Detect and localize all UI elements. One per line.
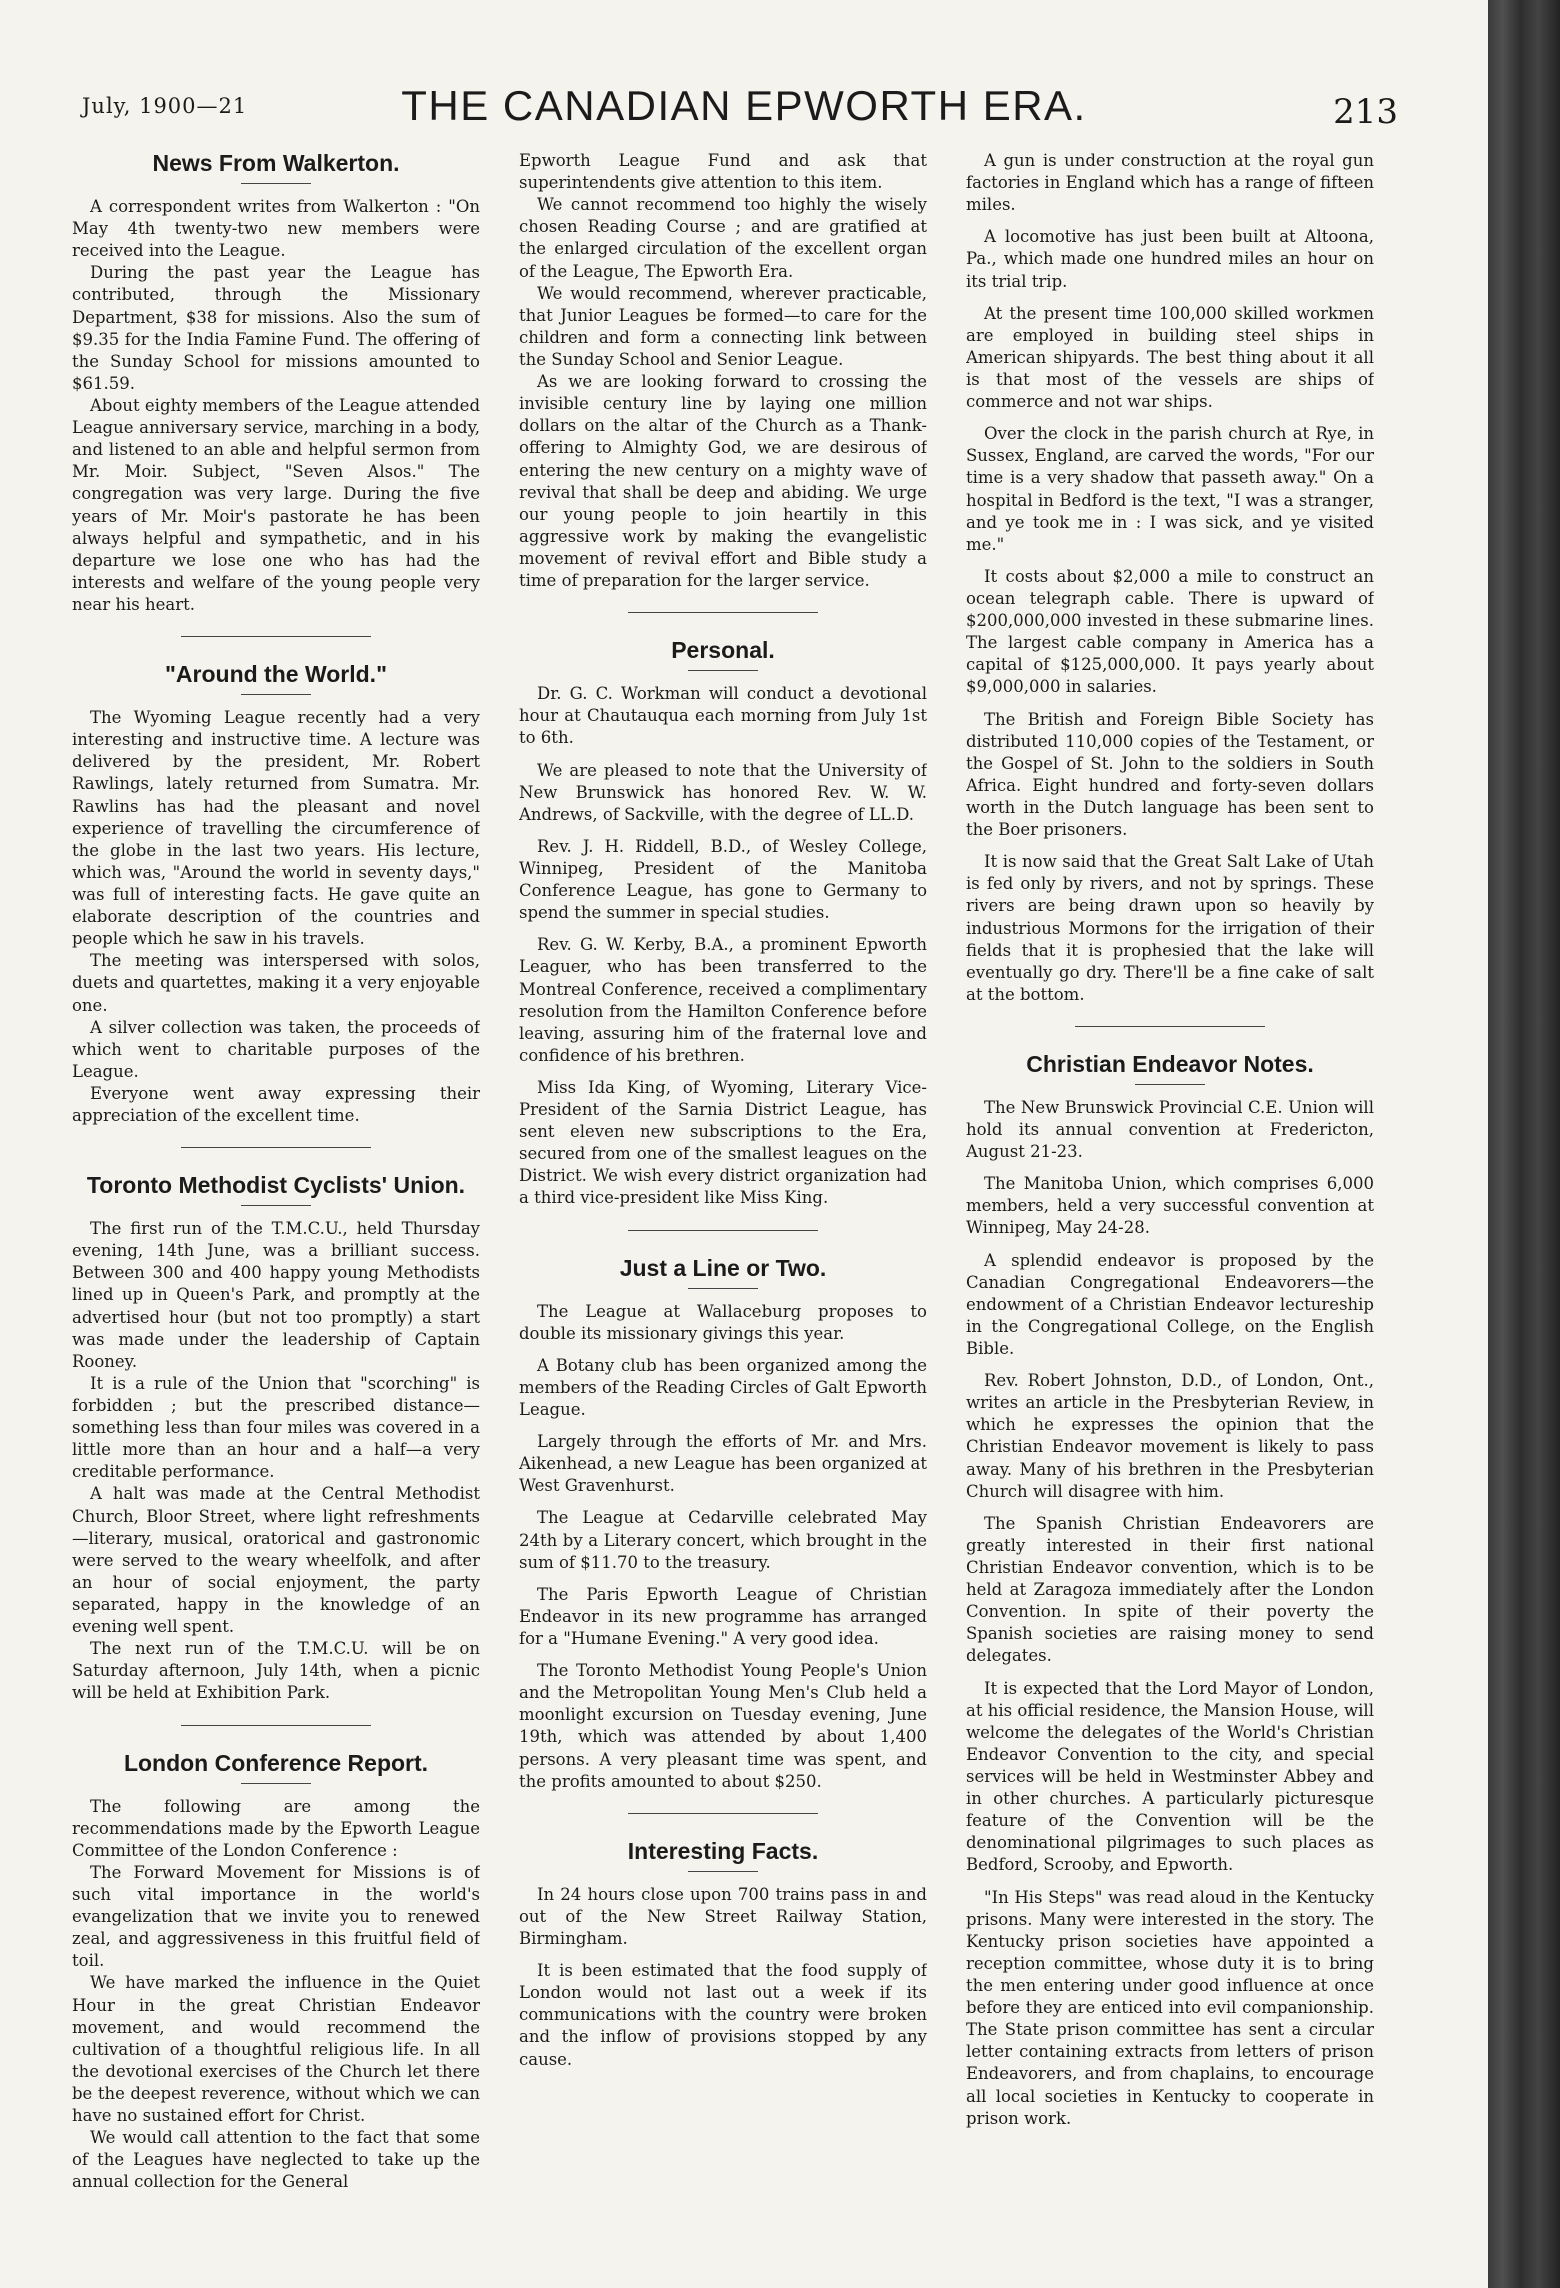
section-separator	[628, 612, 818, 613]
paragraph: The League at Wallaceburg proposes to double its missionary givings this year.	[519, 1301, 927, 1343]
paragraph: We have marked the influence in the Quiet Hour in the great Christian Endeavor movement, and would recommend the cultivation of a thoughtful religious life. In all the devotional exercises of the Church let there be the deepest reverence, without which we can have no sustained effort for Christ.	[72, 1973, 480, 2126]
paragraph: We are pleased to note that the University of New Brunswick has honored Rev. W. W. Andrews, of Sackville, with the degree of LL.D.	[519, 760, 927, 824]
column-1	[72, 150, 480, 2250]
paragraph: Dr. G. C. Workman will conduct a devotional hour at Chautauqua each morning from July 1st to 6th.	[519, 684, 927, 748]
paragraph: A gun is under construction at the royal gun factories in England which has a range of fifteen miles.	[966, 151, 1374, 215]
article-title-interesting-facts: Interesting Facts.	[627, 1837, 819, 1864]
paragraph: Miss Ida King, of Wyoming, Literary Vice-President of the Sarnia District League, has sent eleven new subscriptions to the Era, secured from one of the smallest leagues on the District. We wish every district organization had a third vice-president like Miss King.	[519, 1077, 927, 1208]
article-title-around-the-world: "Around the World."	[165, 661, 387, 688]
issue-date: July, 1900—21	[82, 94, 248, 118]
paragraph: It is now said that the Great Salt Lake of Utah is fed only by rivers, and not by springs. These rivers are being drawn upon so heavily by industrious Mormons for the irrigation of their fields that it is prophesied that the lake will eventually go dry. There'll be a fine cake of salt at the bottom.	[966, 852, 1374, 1004]
title-rule	[688, 670, 758, 671]
title-rule	[241, 1205, 311, 1206]
paragraph: A correspondent writes from Walkerton : "On May 4th twenty-two new members were received into the League.	[72, 197, 480, 261]
paragraph: It is a rule of the Union that "scorching" is forbidden ; but the prescribed distance—something less than four miles was covered in a little more than an hour and a half—a very creditable performance.	[72, 1373, 480, 1482]
paragraph: The following are among the recommendations made by the Epworth League Committee of the London Conference :	[72, 1796, 480, 1860]
paragraph: Rev. J. H. Riddell, B.D., of Wesley College, Winnipeg, President of the Manitoba Conference League, has gone to Germany to spend the summer in special studies.	[519, 836, 927, 923]
paragraph: Epworth League Fund and ask that superintendents give attention to this item.	[519, 151, 927, 193]
paragraph: Over the clock in the parish church at Rye, in Sussex, England, are carved the words, "For our time is a very shadow that passeth away." On a hospital in Bedford is the text, "I was a stranger, and ye took me in : I was sick, and ye visited me."	[966, 424, 1374, 554]
paragraph: It costs about $2,000 a mile to construct an ocean telegraph cable. There is upward of $200,000,000 invested in these submarine lines. The largest cable company in America has a capital of $125,000,000. It pays yearly about $9,000,000 in salaries.	[966, 566, 1374, 697]
paragraph: A silver collection was taken, the proceeds of which went to charitable purposes of the League.	[72, 1017, 480, 1081]
article-title-london-conference: London Conference Report.	[123, 1749, 429, 1776]
title-rule	[241, 694, 311, 695]
title-rule	[688, 1288, 758, 1289]
paragraph: About eighty members of the League attended League anniversary service, marching in a body, and listened to an able and helpful sermon from Mr. Moir. Subject, "Seven Alsos." The congregation was very large. During the five years of Mr. Moir's pastorate he has been always helpful and sympathetic, and in his departure we lose one who has had the interests and welfare of the young people very near his heart.	[72, 395, 480, 614]
section-separator	[1075, 1026, 1265, 1027]
section-separator	[628, 1813, 818, 1814]
paragraph: We would call attention to the fact that some of the Leagues have neglected to take up the annual collection for the General	[72, 2128, 480, 2192]
page-header	[0, 82, 1488, 142]
section-separator	[628, 1230, 818, 1231]
paragraph: It is been estimated that the food supply of London would not last out a week if its communications with the country were broken and the inflow of provisions stopped by any cause.	[519, 1961, 927, 2069]
paragraph: The next run of the T.M.C.U. will be on Saturday afternoon, July 14th, when a picnic will be held at Exhibition Park.	[72, 1639, 480, 1703]
section-separator	[181, 636, 371, 637]
paragraph: The British and Foreign Bible Society has distributed 110,000 copies of the Testament, or the Gospel of St. John to the soldiers in South Africa. Eight hundred and forty-seven dollars worth in the Dutch language has been sent to the Boer prisoners.	[966, 709, 1374, 840]
article-title-walkerton: News From Walkerton.	[152, 150, 400, 176]
section-separator	[181, 1725, 371, 1726]
article-title-christian-endeavor: Christian Endeavor Notes.	[1026, 1050, 1314, 1077]
paragraph: The Forward Movement for Missions is of such vital importance in the world's evangelization that we invite you to renewed zeal, and aggressiveness in this fruitful field of toil.	[72, 1862, 480, 1971]
paragraph: Everyone went away expressing their appreciation of the excellent time.	[72, 1083, 480, 1126]
section-separator	[181, 1147, 371, 1148]
paragraph: We would recommend, wherever practicable, that Junior Leagues be formed—to care for the children and form a connecting link between the Sunday School and Senior League.	[519, 283, 927, 369]
paragraph: A splendid endeavor is proposed by the Canadian Congregational Endeavorers—the endowment of a Christian Endeavor lectureship in the Congregational College, on the English Bible.	[966, 1250, 1374, 1359]
paragraph: "In His Steps" was read aloud in the Kentucky prisons. Many were interested in the story. The Kentucky prison societies have appointed a reception committee, whose duty it is to bring the men entering under good influence at once before they are enticed into evil companionship. The State prison committee has sent a circular letter containing extracts from letters of prison Endeavorers, and from chaplains, to encourage all local societies in Kentucky to cooperate in prison work.	[966, 1887, 1374, 2128]
article-title-just-a-line: Just a Line or Two.	[619, 1254, 827, 1281]
journal-title: THE CANADIAN EPWORTH ERA.	[401, 82, 1087, 129]
title-rule	[1135, 1084, 1205, 1085]
paragraph: During the past year the League has contributed, through the Missionary Department, $38 for missions. Also the sum of $9.35 for the India Famine Fund. The offering of the Sunday School for missions amounted to $61.59.	[72, 263, 480, 393]
article-title-cyclists-union: Toronto Methodist Cyclists' Union.	[86, 1172, 466, 1199]
paragraph: The Wyoming League recently had a very interesting and instructive time. A lecture was delivered by the president, Mr. Robert Rawlings, lately returned from Sumatra. Mr. Rawlins has had the pleasant and novel experience of travelling the circumference of the globe in the last two years. His lecture, which was, "Around the world in seventy days," was full of interesting facts. He gave quite an elaborate description of the countries and people which he saw in his travels.	[72, 708, 480, 949]
paragraph: The meeting was interspersed with solos, duets and quartettes, making it a very enjoyable one.	[72, 951, 480, 1015]
column-2	[519, 150, 927, 2250]
paragraph: Rev. Robert Johnston, D.D., of London, Ont., writes an article in the Presbyterian Review, in which he expresses the opinion that the Christian Endeavor movement is likely to pass away. Many of his brethren in the Presbyterian Church will disagree with him.	[966, 1371, 1374, 1501]
paragraph: The Manitoba Union, which comprises 6,000 members, held a very successful convention at Winnipeg, May 24-28.	[966, 1174, 1374, 1238]
paragraph: The New Brunswick Provincial C.E. Union will hold its annual convention at Fredericton, August 21-23.	[966, 1097, 1374, 1162]
paragraph: It is expected that the Lord Mayor of London, at his official residence, the Mansion House, will welcome the delegates of the World's Christian Endeavor Convention to the city, and special services will be held in Westminster Abbey and in other churches. A particularly picturesque feature of the Convention will be the denominational pilgrimages to such places as Bedford, Scrooby, and Epworth.	[966, 1678, 1374, 1875]
paragraph: As we are looking forward to crossing the invisible century line by laying one million dollars on the altar of the Church as a Thank-offering to Almighty God, we are desirous of entering the new century on a mighty wave of revival that shall be deep and abiding. We urge our young people to join heartily in this aggressive work by making the evangelistic movement of revival effort and Bible study a time of preparation for the larger service.	[519, 372, 927, 591]
paragraph: Rev. G. W. Kerby, B.A., a prominent Epworth Leaguer, who has been transferred to the Montreal Conference, received a complimentary resolution from the Hamilton Conference before leaving, assuring him of the fraternal love and confidence of his brethren.	[519, 935, 927, 1065]
paragraph: A halt was made at the Central Methodist Church, Bloor Street, where light refreshments—literary, musical, oratorical and gastronomic were served to the weary wheelfolk, and after an hour of social enjoyment, the party separated, happy in the knowledge of an evening well spent.	[72, 1484, 480, 1637]
paragraph: The Spanish Christian Endeavorers are greatly interested in their first national Christian Endeavor convention, which is to be held at Zaragoza immediately after the London Convention. In spite of their poverty the Spanish societies are raising money to send delegates.	[966, 1513, 1374, 1666]
paragraph: At the present time 100,000 skilled workmen are employed in building steel ships in American shipyards. The best thing about it all is that most of the vessels are ships of commerce and not war ships.	[966, 303, 1374, 412]
title-rule	[241, 183, 311, 184]
paragraph: A Botany club has been organized among the members of the Reading Circles of Galt Epworth League.	[519, 1355, 927, 1420]
paragraph: We cannot recommend too highly the wisely chosen Reading Course ; and are gratified at the enlarged circulation of the excellent organ of the League, The Epworth Era.	[519, 195, 927, 281]
paragraph: A locomotive has just been built at Altoona, Pa., which made one hundred miles an hour on its trial trip.	[966, 227, 1374, 291]
title-rule	[241, 1783, 311, 1784]
book-spine	[1488, 0, 1560, 2288]
paragraph: The Paris Epworth League of Christian Endeavor in its new programme has arranged for a "Humane Evening." A very good idea.	[519, 1584, 927, 1649]
article-title-personal: Personal.	[671, 637, 775, 664]
title-rule	[688, 1871, 758, 1872]
paragraph: In 24 hours close upon 700 trains pass in and out of the New Street Railway Station, Birmingham.	[519, 1884, 927, 1948]
page-number: 213	[1333, 92, 1398, 132]
paragraph: The Toronto Methodist Young People's Union and the Metropolitan Young Men's Club held a moonlight excursion on Tuesday evening, June 19th, which was attended by about 1,400 persons. A very pleasant time was spent, and the profits amounted to about $250.	[519, 1661, 927, 1791]
paragraph: Largely through the efforts of Mr. and Mrs. Aikenhead, a new League has been organized at West Gravenhurst.	[519, 1432, 927, 1496]
paragraph: The first run of the T.M.C.U., held Thursday evening, 14th June, was a brilliant success. Between 300 and 400 happy young Methodists lined up in Queen's Park, and promptly at the advertised hour (but not too promptly) a start was made under the leadership of Captain Rooney.	[72, 1219, 480, 1371]
column-3	[966, 150, 1374, 2250]
paragraph: The League at Cedarville celebrated May 24th by a Literary concert, which brought in the sum of $11.70 to the treasury.	[519, 1508, 927, 1572]
